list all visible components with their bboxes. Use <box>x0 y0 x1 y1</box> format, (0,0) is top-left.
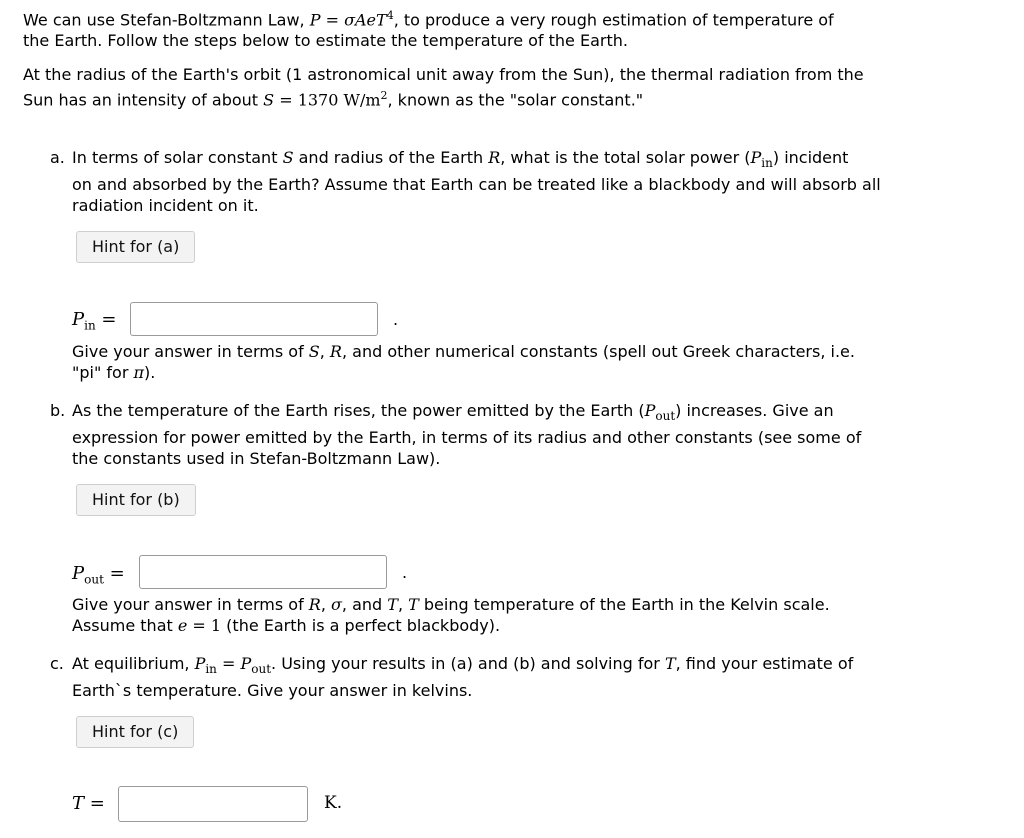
hint-c-button[interactable]: Hint for (c) <box>76 716 194 748</box>
answer-c-label: T = <box>72 793 105 814</box>
answer-a-input[interactable] <box>130 302 378 336</box>
answer-b-label: $P_{out}$ = <box>72 563 125 587</box>
answer-b-input[interactable] <box>139 555 387 589</box>
hint-a-button[interactable]: Hint for (a) <box>76 231 195 263</box>
instructions-a: Give your answer in terms of S, R, and other numerical constants (spell out Greek characters, i.e. "pi" for π). <box>72 342 855 382</box>
intro-paragraph-2: At the radius of the Earth's orbit (1 astronomical unit away from the Sun), the thermal radiation from the Sun has an intensity of about S = 1370 $W/m^2$, known as the "solar constant." <box>23 65 864 110</box>
hint-b-button[interactable]: Hint for (b) <box>76 484 196 516</box>
answer-a-label: $P_{in}$ = <box>72 309 117 333</box>
answer-a-period: . <box>393 310 399 329</box>
question-a: a. In terms of solar constant S and radius of the Earth R, what is the total solar power $(P_{in})$ incident on and absorbed by the Earth? Assume that Earth can be treated like a blackbody and will absorb all radiation incident on it. <box>50 148 881 216</box>
intro-paragraph-1: We can use Stefan-Boltzmann Law, P = σAeT$^4$, to produce a very rough estimation of temperature of the Earth. Follow the steps below to estimate the temperature of the Earth. <box>23 9 834 51</box>
question-c-label: c. <box>50 654 64 673</box>
answer-b-period: . <box>402 563 408 582</box>
question-b: b. As the temperature of the Earth rises, the power emitted by the Earth $(P_{out})$ increases. Give an expression for power emitted by the Earth, in terms of its radius and other constants (see some of the constants used in Stefan-Boltzmann Law). <box>50 401 862 469</box>
question-c: c. At equilibrium, $P_{in} = P_{out}$. Using your results in (a) and (b) and solving for T, find your estimate of Earth`s temperature. Give your answer in kelvins. <box>50 654 854 701</box>
instructions-b: Give your answer in terms of R, σ, and T, T being temperature of the Earth in the Kelvin scale. Assume that e = 1 (the Earth is a perfect blackbody). <box>72 595 830 635</box>
question-a-label: a. <box>50 148 65 167</box>
question-b-label: b. <box>50 401 66 420</box>
answer-c-input[interactable] <box>118 786 308 822</box>
answer-c-unit: K. <box>324 793 343 813</box>
